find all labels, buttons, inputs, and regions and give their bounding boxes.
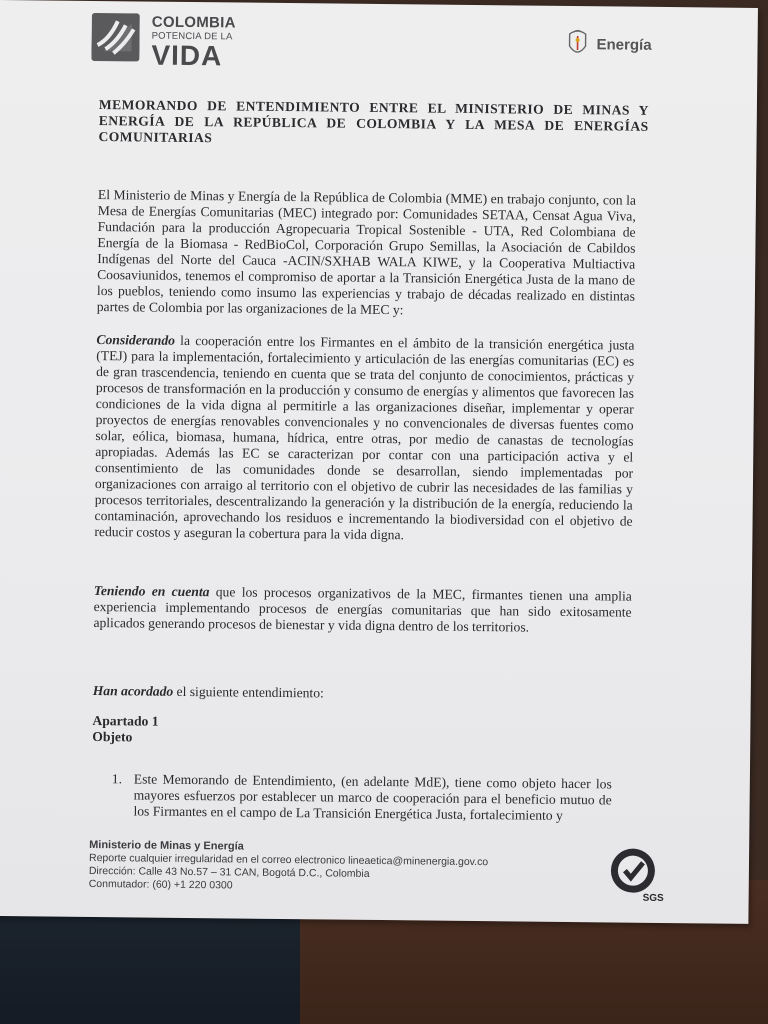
logo-line-vida: VIDA xyxy=(151,39,223,72)
footer-address: Dirección: Calle 43 No.57 – 31 CAN, Bogotá D.C., Colombia xyxy=(88,864,370,880)
page-footer xyxy=(89,839,560,896)
acordado-lead: Han acordado xyxy=(92,683,174,699)
logo-wordmark xyxy=(151,14,236,71)
teniendo-text: que los procesos organizativos de la MEC, firmantes tienen una amplia experiencia implementando procesos de energías comunitarias que han sido exitosamente aplicados generando procesos de bienestar y vida digna dentro de los territorios. xyxy=(93,584,632,635)
energia-label: Energía xyxy=(596,35,652,54)
document-title: MEMORANDO DE ENTENDIMIENTO ENTRE EL MINISTERIO DE MINAS Y ENERGÍA DE LA REPÚBLICA DE COLOMBIA Y LA MESA DE ENERGÍAS COMUNITARIAS xyxy=(98,97,649,146)
list-item-number: 1. xyxy=(111,771,123,787)
footer-phone: Conmutador: (60) +1 220 0300 xyxy=(88,877,233,892)
logo-line-colombia: COLOMBIA xyxy=(151,13,236,32)
energia-logo xyxy=(564,26,651,63)
section-subheading: Objeto xyxy=(92,729,133,745)
teniendo-paragraph xyxy=(93,583,631,637)
considerando-lead: Considerando xyxy=(96,332,176,348)
considerando-paragraph xyxy=(94,332,634,546)
intro-paragraph: El Ministerio de Minas y Energía de la República de Colombia (MME) en trabajo conjunto, con la Mesa de Energías Comunitarias (MEC) integrado por: Comunidades SETAA, Censat Agua Viva, Fundación para la producción Agropecuaria Tropical Sostenible - UTA, Red Colombiana de Energía de la Biomasa - RedBioCol, Corporación Grupo Semillas, la Asociación de Cabildos Indígenas del Norte del Cauca -ACIN/SXHAB WALA KIWE, y la Cooperativa Multiactiva Coosaviunidos, tenemos el compromiso de aportar a la Transición Energética Justa de la mano de los pueblos, teniendo como insumo las experiencias y trabajo de décadas realizado en distintas partes de Colombia por las organizaciones de la MEC y: xyxy=(96,187,637,318)
coat-of-arms-icon xyxy=(564,28,590,60)
sgs-certification-logo xyxy=(605,846,666,903)
teniendo-lead: Teniendo en cuenta xyxy=(93,583,210,600)
section-number: Apartado 1 xyxy=(92,713,159,729)
acordado-paragraph xyxy=(93,683,631,705)
logo-line-potencia: POTENCIA DE LA xyxy=(151,30,233,43)
sgs-seal-icon xyxy=(605,846,666,903)
footer-report-line: Reporte cualquier irregularidad en el correo electronico lineaetica@minenergia.gov.co xyxy=(88,851,489,869)
colombia-potencia-logo xyxy=(91,11,242,71)
list-item xyxy=(111,771,611,824)
sgs-label: SGS xyxy=(642,892,664,904)
considerando-text: la cooperación entre los Firmantes en el ámbito de la transición energética justa (TEJ) para la implementación, fortalecimiento y articulación de las energías comunitarias (EC) es de gran trascendencia, teniendo en cuenta que se trata del conjunto de conocimientos, prácticas y procesos de transformación en la producción y consumo de energías y alimentos que favorecen las condiciones de la vida digna al permitirle a las organizaciones diseñar, implementar y operar proyectos de energías renovables convencionales y no convencionales de diversas fuentes como solar, eólica, biomasa, humana, hídrica, entre otras, por medio de canastas de tecnologías apropiadas. Además las EC se caracterizan por contar con una participación activa y el consentimiento de las comunidades donde se desarrollan, siendo implementadas por organizaciones con arraigo al territorio con el objetivo de cubrir las necesidades de las familias y procesos territoriales, descentralizando la generación y la distribución de la energía, reduciendo la contaminación, aprovechando los residuos e incrementando la biodiversidad con el objetivo de reducir costos y aseguran la cobertura para la vida digna. xyxy=(94,332,635,543)
colombia-waves-icon xyxy=(91,11,140,63)
acordado-text: el siguiente entendimiento: xyxy=(173,683,324,701)
footer-org: Ministerio de Minas y Energía xyxy=(89,838,244,853)
section-heading xyxy=(92,713,158,746)
list-item-text: Este Memorando de Entendimiento, (en adelante MdE), tiene como objeto hacer los mayores esfuerzos por establecer un marco de cooperación para el beneficio mutuo de los Firmantes en el campo de La Transición Energética Justa, fortalecimiento y xyxy=(133,771,612,823)
